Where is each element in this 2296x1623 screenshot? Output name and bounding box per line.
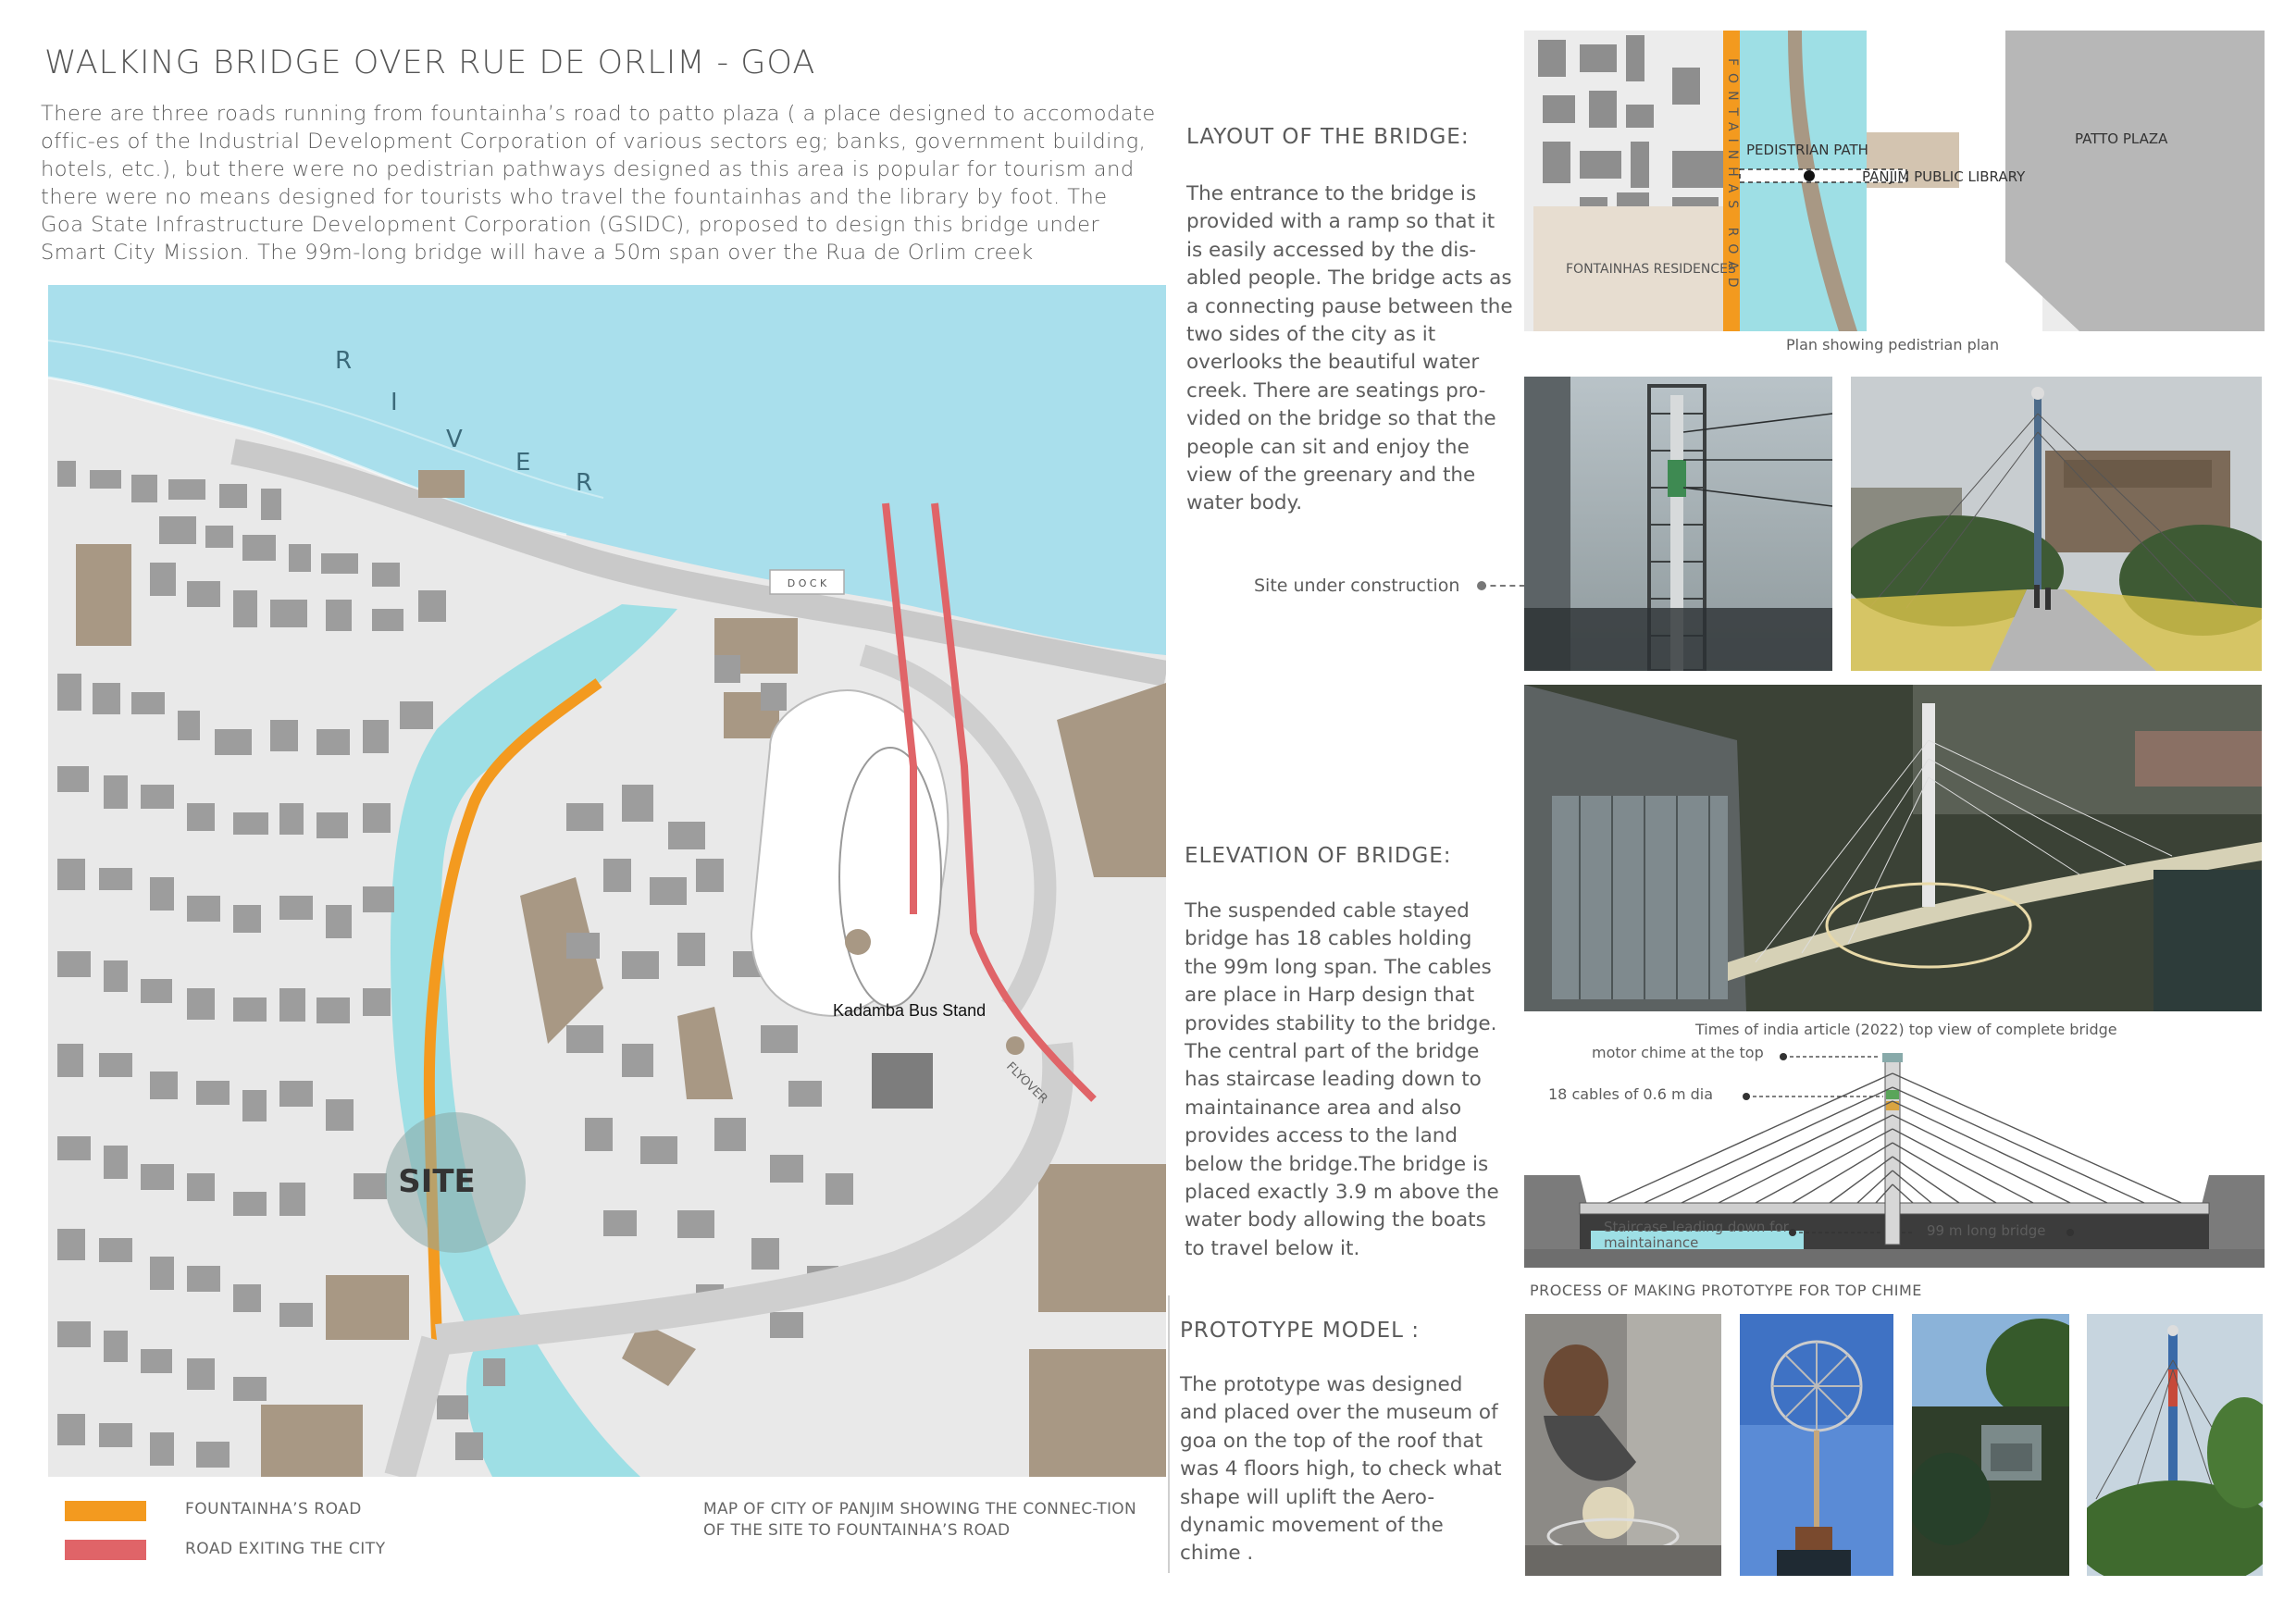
prototype-body: The prototype was designed and placed over the museum of goa on the top of the roof that was 4 floors high, to check what shape will uplift the Aero-dynamic movement of the chime . [1180,1373,1502,1566]
residences-label: FONTAINHAS RESIDENCES [1566,262,1736,277]
river-letter: I [391,389,398,416]
site-map [48,285,1166,1477]
map-caption: MAP OF CITY OF PANJIM SHOWING THE CONNEC-TION OF THE SITE TO FOUNTAINHA’S ROAD [703,1500,1136,1540]
callout-dot [1477,581,1486,590]
site-label: SITE [398,1163,476,1200]
cables-label: 18 cables of 0.6 m dia [1548,1085,1714,1103]
site-callout: Site under construction [1254,576,1460,596]
prototype-photo-welding [1525,1314,1721,1576]
prototype-photo-roof [1912,1314,2069,1576]
prototype-photo-frame [1740,1314,1893,1576]
flyover-label: FLYOVER [1003,1059,1050,1107]
aerial-caption: Times of india article (2022) top view of complete bridge [1695,1021,2117,1038]
river-letter: R [576,469,593,497]
span-label: 99 m long bridge [1927,1222,2046,1239]
river-letter: V [446,426,463,453]
patto-plaza-label: PATTO PLAZA [2075,130,2168,147]
chime-label: motor chime at the top [1592,1044,1764,1061]
legend-label: FOUNTAINHA’S ROAD [185,1500,362,1518]
divider [1168,1295,1170,1573]
staircase-label: Staircase leading down for maintainance [1604,1219,1789,1251]
elevation-body: The suspended cable stayed bridge has 18 cables holding the 99m long span. The cables are place in Harp design that provides stability to the bridge. The central part of the bridge has staircase leading down to maintainance area and also provides access to the land below the bridge.The bridge is placed exactly 3.9 m above the water body allowing the boats to travel below it. [1185,899,1499,1260]
bus-stand-label: Kadamba Bus Stand [833,1001,987,1020]
layout-heading: LAYOUT OF THE BRIDGE: [1186,125,1470,149]
pedestrian-plan [1524,31,2265,331]
layout-body: The entrance to the bridge is provided with a ramp so that it is easily accessed by the dis-abled people. The bridge acts as a connecting pause between the two sides of the city as it overlooks the beautiful water creek. There are seatings pro-vided on the bridge so that the people can sit and enjoy the view of the greenary and the water body. [1186,182,1513,515]
pedistrian-path-label: PEDISTRIAN PATH [1746,142,1868,158]
bridge-deck-photo [1851,377,2262,671]
legend-swatch-exit [65,1540,146,1560]
legend-swatch-fountainha [65,1501,146,1521]
river-letter: R [335,347,353,375]
aerial-night-photo [1524,685,2262,1011]
elevation-heading: ELEVATION OF BRIDGE: [1185,844,1452,868]
page-title: WALKING BRIDGE OVER RUE DE ORLIM - GOA [44,44,816,81]
prototype-photo-installed [2087,1314,2263,1576]
construction-photo [1524,377,1832,671]
river-letter: E [515,449,531,477]
library-label: PANJIM PUBLIC LIBRARY [1862,168,2026,185]
prototype-heading: PROTOTYPE MODEL : [1180,1319,1420,1343]
legend-label: ROAD EXITING THE CITY [185,1540,386,1558]
intro-paragraph: There are three roads running from fountainha’s road to patto plaza ( a place designed to accomodate offic-es of the Industrial Development Corporation of various sectors eg; banks, government building, hotels, etc.), but there were no pedistrian pathways designed as this area is popular for tourism and there were no means designed for tourists who travel the fountainhas and the library by foot. The Goa State Infrastructure Development Corporation (GSIDC), proposed to design this bridge under Smart City Mission. The 99m-long bridge will have a 50m span over the Rua de Orlim creek [41,102,1156,265]
dock-label: D O C K [787,577,827,589]
plan-caption: Plan showing pedistrian plan [1786,336,2000,353]
fontainhas-road-label: FONTAINHAS ROAD [1725,58,1740,295]
prototype-caption: PROCESS OF MAKING PROTOTYPE FOR TOP CHIME [1530,1282,1922,1299]
